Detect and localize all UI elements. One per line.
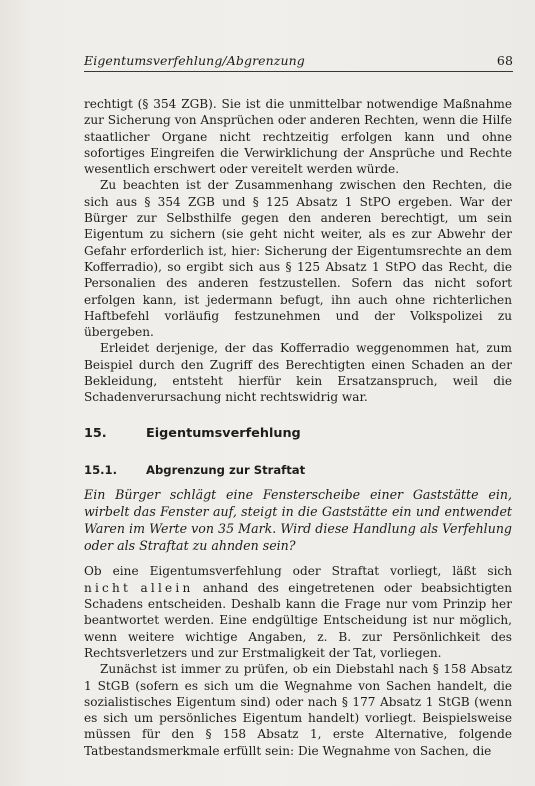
paragraph-1: rechtigt (§ 354 ZGB). Sie ist die unmittelbar notwendige Maßnahme zur Sicherung von Ansprüchen oder anderen Rechten, wenn die Hilfe staatlicher Organe nicht rechtzeitig erfolgen kann und ohne sofortiges Eingreifen die Verwirklichung der Ansprüche und Rechte wesentlich erschwert oder vereitelt werden würde. [84,97,512,177]
spaced-word-allein: allein [140,580,194,595]
subsection-number: 15.1. [84,462,118,477]
subsection-title: Abgrenzung zur Straftat [146,462,306,477]
paragraph-5: Zunächst ist immer zu prüfen, ob ein Diebstahl nach § 158 Absatz 1 StGB (sofern es sich um die Wegnahme von Sachen handelt, die sozialistisches Eigentum sind) oder nach § 177 Absatz 1 StGB (wenn es sich um persönliches Eigentum handelt) vorliegt. Beispielsweise müssen für den § 158 Absatz 1, erste Alternative, folgende Tatbestandsmerkmale erfüllt sein: Die Wegnahme von Sachen, die [84,662,512,758]
page-number: 68 [496,53,513,68]
paragraph-3: Erleidet derjenige, der das Kofferradio weggenommen hat, zum Beispiel durch den Zugriff des Berechtigten einen Schaden an der Bekleidung, entsteht hierfür kein Ersatzanspruch, weil die Schadenverursachung nicht rechtswidrig war. [84,341,512,405]
section-heading [84,426,512,442]
paragraph-4 [84,563,512,661]
paragraph-2: Zu beachten ist der Zusammenhang zwischen den Rechten, die sich aus § 354 ZGB und § 125 Absatz 1 StPO ergeben. War der Bürger zur Selbsthilfe gegen den anderen berechtigt, um sein Eigentum zu sichern (sie geht nicht weiter, als es zur Abwehr der Gefahr erforderlich ist, hier: Sicherung der Eigentumsrechte an dem Kofferradio), so ergibt sich aus § 125 Absatz 1 StPO das Recht, die Personalien des anderen festzustellen. Sofern das nicht sofort erfolgen kann, ist jedermann befugt, ihn auch ohne richterlichen Haftbefehl vorläufig festzunehmen und der Volkspolizei zu übergeben. [84,178,512,340]
section-title: Eigentumsverfehlung [146,425,301,441]
case-example: Ein Bürger schlägt eine Fensterscheibe einer Gaststätte ein, wirbelt das Fenster auf, steigt in die Gaststätte ein und entwendet Waren im Werte von 35 Mark. Wird diese Handlung als Verfehlung oder als Straftat zu ahnden sein? [84,487,512,553]
running-header [84,48,513,68]
spaced-word-nicht: nicht [84,580,132,595]
running-title: Eigentumsverfehlung/Abgrenzung [84,53,305,68]
header-rule [84,71,513,72]
subsection-heading [84,462,512,478]
paragraph-4-rest: anhand des eingetretenen oder beabsichtigten Schadens entscheiden. Deshalb kann die Frage nur vom Prinzip her beantwortet werden. Eine endgültige Entscheidung ist nur möglich, wenn weitere wichtige Angaben, z. B. zur Persönlichkeit des Rechtsverletzers und zur Erstmaligkeit der Tat, vorliegen. [84,580,512,660]
page-body [84,96,512,759]
paragraph-4-start: Ob eine Eigentumsverfehlung oder Straftat vorliegt, läßt sich [84,564,512,579]
section-number: 15. [84,425,107,441]
